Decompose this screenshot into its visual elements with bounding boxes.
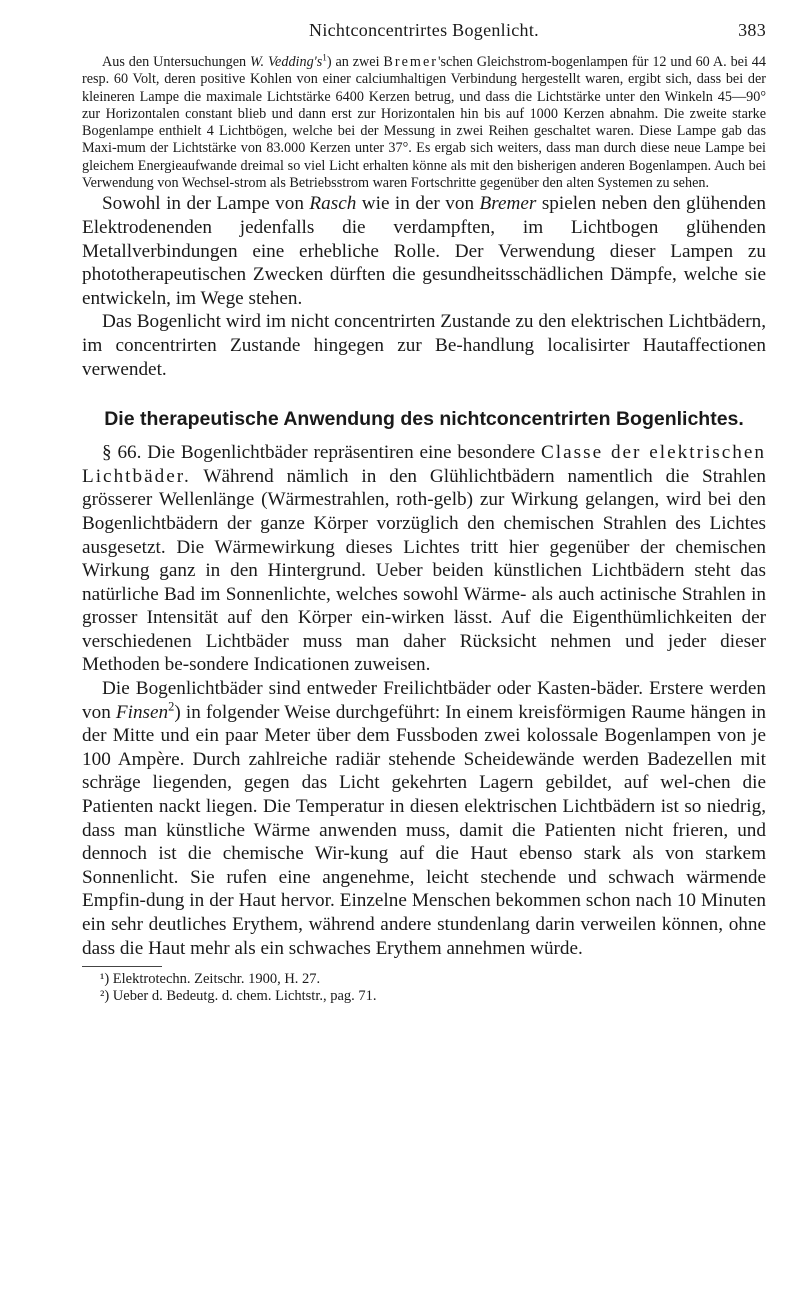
footnote-2: ²) Ueber d. Bedeutg. d. chem. Lichtstr., pag. 71. xyxy=(100,988,377,1005)
text-run: Aus den Untersuchungen xyxy=(102,54,251,70)
header-title: Nichtconcentrirtes Bogenlicht. xyxy=(309,20,539,40)
text-run: Während nämlich in den Glühlichtbädern namentlich die Strahlen grösserer Wellenlänge (Wärmestrahlen, roth-gelb) zur Wirkung gelangen, wird bei den Bogenlichtbädern der ganze Körper vorzüglich den chemischen Strahlen des Lichtes ausgesetzt. Die Wärmewirkung dieses Lichtes tritt hier gegenüber der chemischen Wirkung ganz in den Hintergrund. Ueber beiden künstlichen Lichtbädern steht das natürliche Bad im Sonnenlichte, welches sowohl Wärme- als auch actinische Strahlen in grosser Intensität auf den Körper ein-wirken lässt. Auf die Eigenthümlichkeiten der verschiedenen Lichtbäder muss man daher Rücksicht nehmen und jeder dieser Methoden be-sondere Indicationen zuweisen. xyxy=(82,465,766,676)
section-heading: Die therapeutische Anwendung des nichtconcentrirten Bogenlichtes. xyxy=(104,408,744,431)
text-run: 'schen Gleichstrom-bogenlampen für 12 und 60 A. bei 44 resp. 60 Volt, deren positive Kohlen von einer calciumhaltigen Verbindung hergestellt waren, ergibt sich, dass bei der kleineren Lampe die maximale Lichtstärke 6400 Kerzen betrug, und dass die Lichtstärke unter den Winkeln 45—90° zur Horizontalen constant blieb und dann erst zur Horizontalen hin bis auf 1000 Kerzen abnahm. Die zweite starke Bogenlampe enthielt 4 Lichtbögen, welche bei der Messung in zwei Reihen geschaltet waren. Diese Lampe gab das Maxi-mum der Lichtstärke von 83.000 Kerzen unter 37°. Es ergab sich weiters, dass man durch diese neue Lampe bei gleichem Energieaufwande dreimal so viel Licht erhalten könne als mit den bisherigen anderen Bogenlampen. Auch bei Verwendung von Wechsel-strom als Betriebsstrom waren Fortschritte gegenüber den alten Systemen zu sehen. xyxy=(82,54,766,192)
page-number: 383 xyxy=(738,20,766,40)
text-run: wie in der von xyxy=(356,193,480,215)
text-run: Die Bogenlichtbäder sind entweder Freilichtbäder oder Kasten-bäder. Erstere werden von xyxy=(82,678,766,723)
footnote-divider xyxy=(82,966,162,967)
spaced-emphasis: Classe der elektrischen Lichtbäder. xyxy=(82,442,766,487)
author-name: Bremer xyxy=(479,193,537,215)
spaced-name: Bremer xyxy=(383,54,438,70)
author-name: Finsen xyxy=(115,701,169,723)
author-name: Rasch xyxy=(309,193,357,215)
body-paragraph-1 xyxy=(82,192,766,310)
small-print-paragraph xyxy=(82,54,766,192)
text-run: ) in folgender Weise durchgeführt: In einem kreisförmigen Raume hängen in der Mitte und ein paar Meter über dem Fussboden zwei kolossale Bogenlampen von je 100 Ampère. Durch zahlreiche radiär stehende Scheidewände werden Badezellen mit schräge liegenden, gegen das Licht gekehrten Lagern gebildet, auf wel-chen die Patienten nackt liegen. Die Temperatur in diesen elektrischen Lichtbädern ist so niedrig, dass man künstliche Wärme anwenden muss, damit die Patienten nicht frieren, und dennoch ist die chemische Wir-kung auf die Haut ebenso stark als von starkem Sonnenlicht. Sie rufen eine angenehme, leicht stechende und schwach wärmende Empfin-dung in der Haut hervor. Einzelne Menschen bekommen schon nach 10 Minuten ein sehr deutliches Erythem, während andere stundenlang darin verweilen können, ohne dass die Haut mehr als ein schwaches Erythem annehmen würde. xyxy=(82,701,767,959)
text-run: ) an zwei xyxy=(326,54,384,70)
body-paragraph-2: Das Bogenlicht wird im nicht concentrirten Zustande zu den elektrischen Lichtbädern, im concentrirten Zustande hingegen zur Be-handlung localisirter Hautaffectionen verwendet. xyxy=(82,311,766,380)
footnotes xyxy=(82,971,766,1005)
text-run: Sowohl in der Lampe von xyxy=(102,193,310,215)
author-name: W. Vedding's xyxy=(250,54,323,70)
footnote-ref[interactable]: 2 xyxy=(168,699,175,714)
document-page xyxy=(82,20,766,1005)
text-run: § 66. Die Bogenlichtbäder repräsentiren eine besondere xyxy=(102,442,541,464)
body-paragraph-4 xyxy=(82,677,766,960)
footnote-1: ¹) Elektrotechn. Zeitschr. 1900, H. 27. xyxy=(100,971,321,988)
footnote-ref[interactable]: 1 xyxy=(322,52,327,63)
text-run: spielen neben den glühenden Elektrodenenden jedenfalls die verdampften, im Lichtbogen glühenden Metallverbindungen eine erhebliche Rolle. Der Verwendung dieser Lampen zu phototherapeutischen Zwecken dürften die gesundheitsschädlichen Dämpfe, welche sie entwickeln, im Wege stehen. xyxy=(82,193,766,309)
body-paragraph-3 xyxy=(82,441,766,677)
running-header xyxy=(82,20,766,44)
